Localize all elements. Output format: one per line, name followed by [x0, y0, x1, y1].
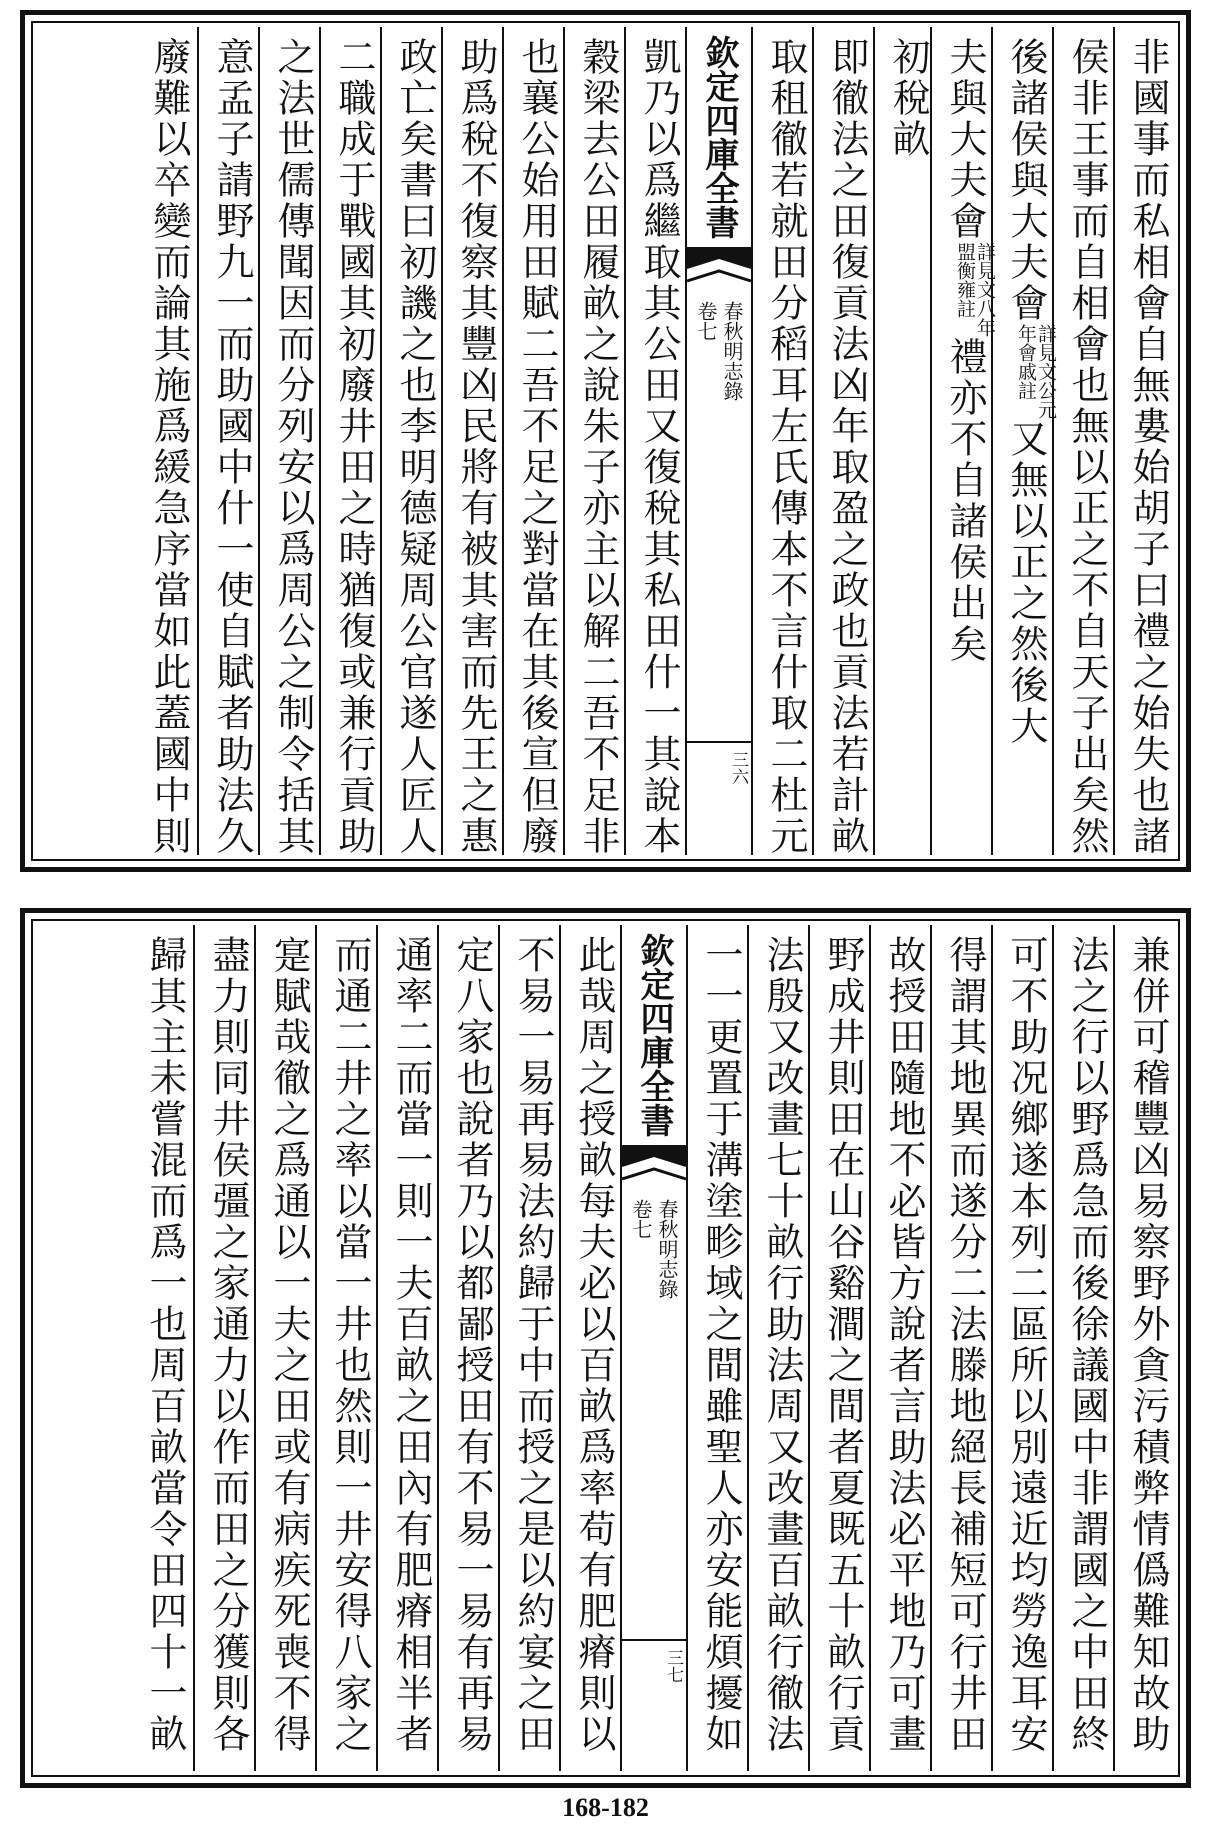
- column-text: 可不助况鄉遂本列二區所以別遠近均勞逸耳安: [1004, 935, 1048, 1755]
- fishtail-ornament-icon: [687, 247, 751, 295]
- main-text: 禮亦不自諸侯出矣: [943, 337, 987, 665]
- text-column: [132, 925, 193, 1771]
- text-column: [559, 925, 620, 1771]
- column-text: 二職成于戰國其初廢井田之時猶復或兼行貢助: [332, 37, 376, 857]
- interlinear-note: [955, 242, 995, 337]
- text-column: [1113, 925, 1174, 1771]
- text-column: [869, 925, 930, 1771]
- column-text: 野成井則田在山谷谿澗之間者夏既五十畝行貢: [821, 935, 865, 1755]
- center-column: [620, 925, 686, 1771]
- text-column: [193, 925, 254, 1771]
- column-text: 寔賦哉徹之爲通以一夫之田或有病疾死喪不得: [267, 935, 311, 1755]
- column-text: 通率二而當一則一夫百畝之田內有肥瘠相半者: [389, 935, 433, 1755]
- column-text: 盡力則同井侯彊之家通力以作而田之分獲則各: [206, 935, 250, 1755]
- text-column: [991, 925, 1052, 1771]
- text-column: [812, 27, 873, 855]
- book-info: [695, 301, 743, 401]
- column-text: 之法世儒傳聞因而分列安以爲周公之制令括其: [271, 37, 315, 857]
- column-text: 初稅畝: [886, 37, 930, 160]
- text-column: [498, 925, 559, 1771]
- main-text: 夫與大夫會: [943, 37, 987, 242]
- book-info-line: 春秋明志錄: [655, 1199, 679, 1299]
- column-text: 侯非王事而自相會也無以正之不自天子出矣然: [1065, 37, 1109, 857]
- column-text: 一一更置于溝塗畛域之間雖聖人亦安能煩擾如: [699, 935, 743, 1755]
- column-text: 不易一易再易法約歸于中而授之是以約宴之田: [511, 935, 555, 1755]
- folio-number: 三七: [622, 1639, 686, 1683]
- note-line: 詳見文公元: [1035, 324, 1057, 419]
- text-column: [380, 27, 441, 855]
- text-column: [624, 27, 685, 855]
- text-column: [315, 925, 376, 1771]
- lower-columns: [37, 925, 1174, 1771]
- column-text: [932, 27, 998, 855]
- book-title: 欽定四庫全書: [699, 35, 739, 239]
- text-column: [930, 27, 996, 855]
- upper-folio: [20, 10, 1191, 872]
- column-text: 意孟子請野九一而助國中什一使自賦者助法久: [210, 37, 254, 857]
- text-column: [751, 27, 812, 855]
- book-info-line: 春秋明志錄: [720, 301, 744, 401]
- text-column: [1113, 27, 1174, 855]
- column-text: 歸其主未嘗混而爲一也周百畝當令田四十一畝: [143, 935, 187, 1755]
- text-column: [258, 27, 319, 855]
- text-column: [747, 925, 808, 1771]
- column-text: 也襄公始用田賦二吾不足之對當在其後宣但廢: [515, 37, 559, 857]
- note-line: 盟衡雍註: [954, 242, 976, 318]
- main-text: 又無以正之然後大: [1004, 419, 1048, 747]
- center-column: [685, 27, 751, 855]
- column-text: 法之行以野爲急而後徐議國中非謂國之中田終: [1065, 935, 1109, 1755]
- column-text: 非國事而私相會自無婁始胡子曰禮之始失也諸: [1126, 37, 1170, 857]
- interlinear-note: [1016, 324, 1056, 419]
- main-text: 後諸侯與大夫會: [1004, 37, 1048, 324]
- text-column: [808, 925, 869, 1771]
- text-column: [686, 925, 747, 1771]
- column-text: 取租徹若就田分稻耳左氏傳本不言什取二杜元: [764, 37, 808, 857]
- text-column: [1052, 27, 1113, 855]
- column-text: 得謂其地異而遂分二法滕地絕長補短可行井田: [943, 935, 987, 1755]
- book-title: 欽定四庫全書: [634, 933, 674, 1137]
- text-column: [930, 925, 991, 1771]
- column-text: 此哉周之授畝每夫必以百畝爲率苟有肥瘠則以: [572, 935, 616, 1755]
- text-column: [376, 925, 437, 1771]
- column-text: 故授田隨地不必皆方說者言助法必平地乃可畫: [882, 935, 926, 1755]
- book-info-line: 卷七: [629, 1199, 653, 1239]
- column-text: 助爲稅不復察其豐凶民將有被其害而先王之惠: [454, 37, 498, 857]
- column-text: 而通二井之率以當一井也然則一井安得八家之: [328, 935, 372, 1755]
- column-text: 凱乃以爲繼取其公田又復稅其私田什一其說本: [637, 37, 681, 857]
- lower-folio: [20, 908, 1191, 1788]
- column-text: 廢難以卒變而論其施爲緩急序當如此蓋國中則: [147, 37, 191, 857]
- book-info: [630, 1199, 678, 1299]
- book-info-line: 卷七: [694, 301, 718, 341]
- column-text: 兼併可稽豐凶易察野外貪污積弊情僞難知故助: [1126, 935, 1170, 1755]
- fishtail-ornament-icon: [622, 1145, 686, 1193]
- folio-number: 三六: [687, 741, 751, 785]
- page-number: 168-182: [562, 1793, 649, 1822]
- text-column: [873, 27, 930, 855]
- text-column: [197, 27, 258, 855]
- text-column: [991, 27, 1057, 855]
- column-text: 即徹法之田復貢法凶年取盈之政也貢法若計畝: [825, 37, 869, 857]
- text-column: [441, 27, 502, 855]
- text-column: [319, 27, 380, 855]
- column-text: [993, 27, 1059, 855]
- note-line: 年會戚註: [1015, 324, 1037, 400]
- text-column: [254, 925, 315, 1771]
- text-column: [1052, 925, 1113, 1771]
- note-line: 詳見文八年: [974, 242, 996, 337]
- column-text: 政亡矣書曰初譏之也李明德疑周公官遂人匠人: [393, 37, 437, 857]
- column-text: 法殷又改畫七十畝行助法周又改畫百畝行徹法: [760, 935, 804, 1755]
- text-column: [136, 27, 197, 855]
- column-text: 定八家也說者乃以都鄙授田有不易一易有再易: [450, 935, 494, 1755]
- upper-columns: [37, 27, 1174, 855]
- text-column: [563, 27, 624, 855]
- column-text: 穀梁去公田履畝之說朱子亦主以解二吾不足非: [576, 37, 620, 857]
- text-column: [502, 27, 563, 855]
- text-column: [437, 925, 498, 1771]
